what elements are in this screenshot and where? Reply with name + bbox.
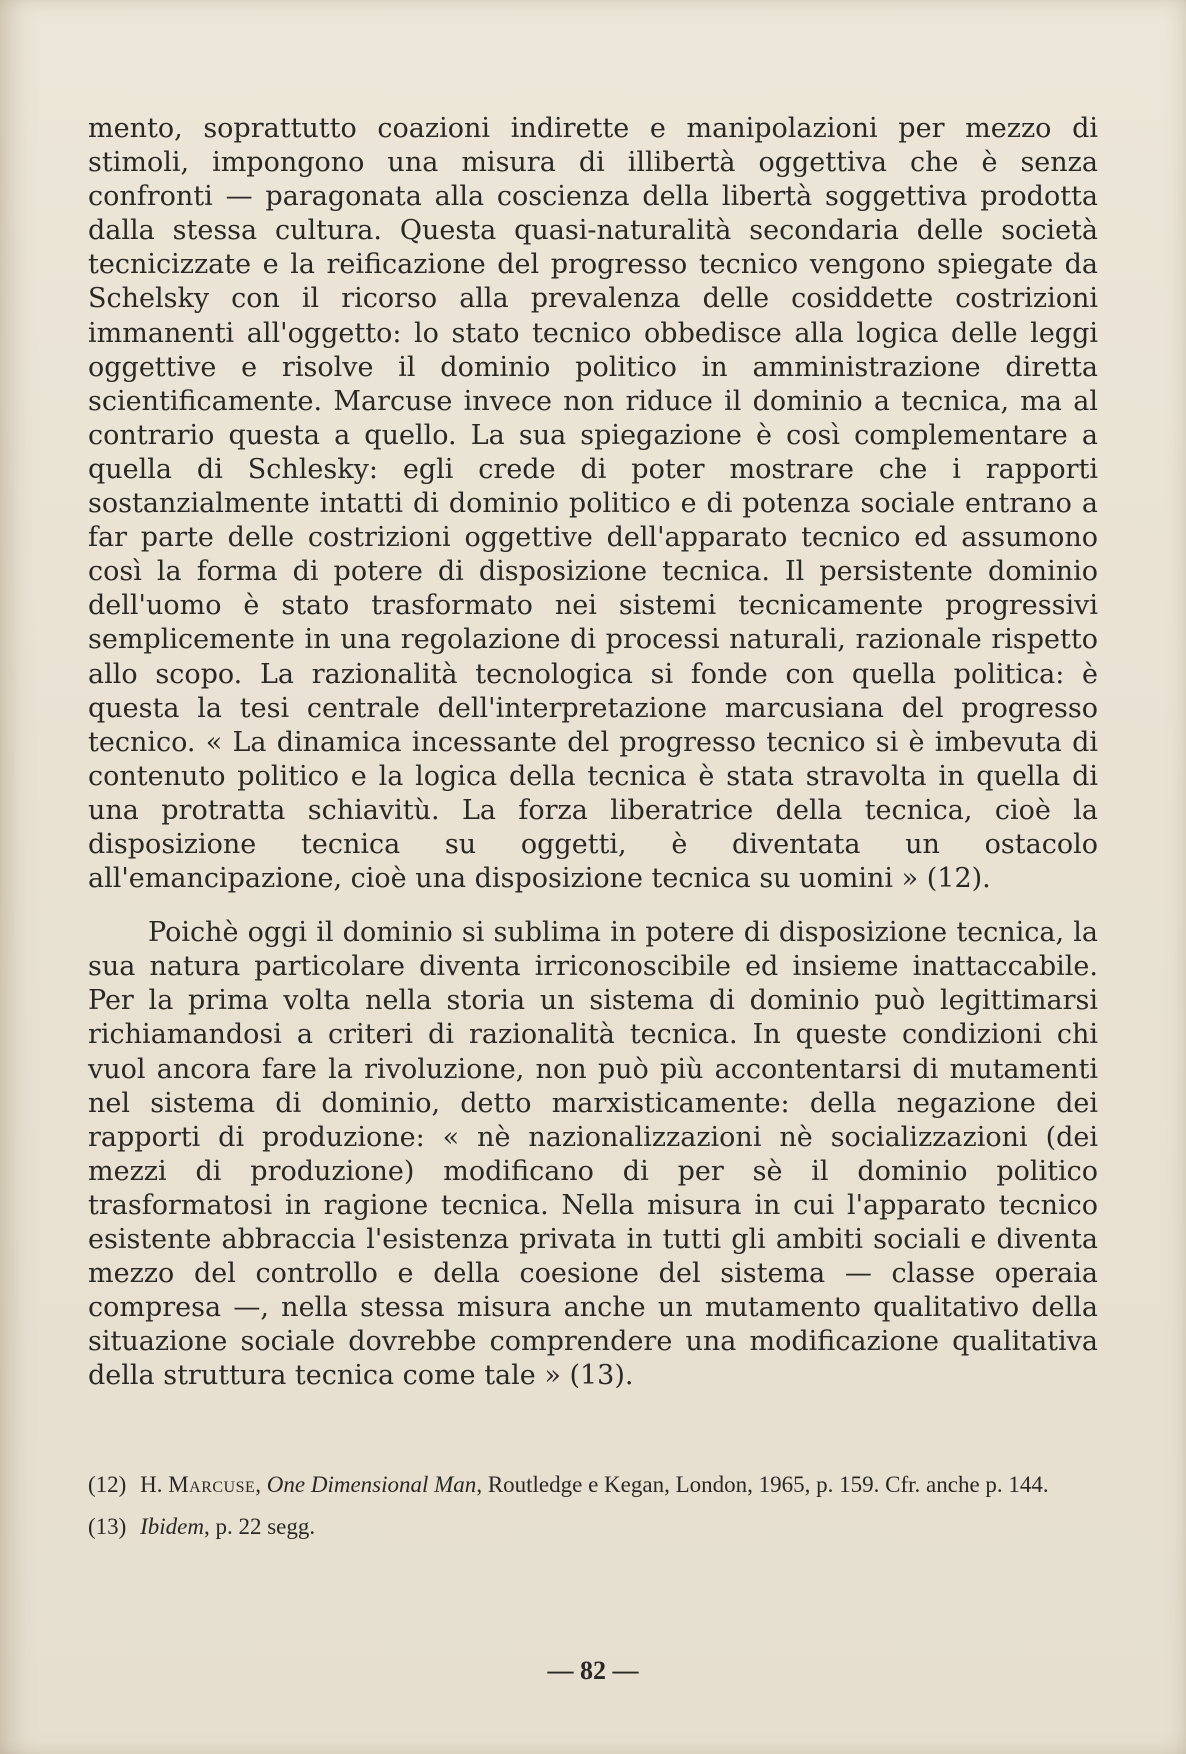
- footnote-citation: , p. 22 segg.: [203, 1514, 316, 1539]
- footnote-number: (12): [88, 1472, 127, 1497]
- footnote-author-initial: H.: [140, 1472, 163, 1497]
- footnote-number: (13): [88, 1514, 127, 1539]
- footnote-author: Marcuse: [168, 1472, 256, 1497]
- footnote-title: Ibidem: [140, 1514, 204, 1539]
- paragraph-1: mento, soprattutto coazioni indirette e manipolazioni per mezzo di stimoli, impongono una misura di illibertà oggettiva che è senza confronti — paragonata alla coscienza della libertà soggettiva prodotta dalla stessa cultura. Questa quasi-naturalità secondaria delle società tecnicizzate e la reificazione del progresso tecnico vengono spiegate da Schelsky con il ricorso alla prevalenza delle cosiddette costrizioni immanenti all'oggetto: lo stato tecnico obbedisce alla logica delle leggi oggettive e risolve il dominio politico in amministrazione diretta scientificamente. Marcuse invece non riduce il dominio a tecnica, ma al contrario questa a quello. La sua spiegazione è così complementare a quella di Schlesky: egli crede di poter mostrare che i rapporti sostanzialmente intatti di dominio politico e di potenza sociale entrano a far parte delle costrizioni oggettive dell'apparato tecnico ed assumono così la forma di potere di disposizione tecnica. Il persistente dominio dell'uomo è stato trasformato nei sistemi tecnicamente progressivi semplicemente in una regolazione di processi naturali, razionale rispetto allo scopo. La razionalità tecnologica si fonde con quella politica: è questa la tesi centrale dell'interpretazione marcusiana del progresso tecnico. « La dinamica incessante del progresso tecnico si è imbevuta di contenuto politico e la logica della tecnica è stata stravolta in quella di una protratta schiavitù. La forza liberatrice della tecnica, cioè la disposizione tecnica su oggetti, è diventata un ostacolo all'emancipazione, cioè una disposizione tecnica su uomini » (12).: [88, 113, 1098, 895]
- paragraph-2: Poichè oggi il dominio si sublima in potere di disposizione tecnica, la sua natura particolare diventa irriconoscibile ed insieme inattaccabile. Per la prima volta nella storia un sistema di dominio può legittimarsi richiamandosi a criteri di razionalità tecnica. In queste condizioni chi vuol ancora fare la rivoluzione, non può più accontentarsi di mutamenti nel sistema di dominio, detto marxisticamente: della negazione dei rapporti di produzione: « nè nazionalizzazioni nè socializzazioni (dei mezzi di produzione) modificano di per sè il dominio politico trasformatosi in ragione tecnica. Nella misura in cui l'apparato tecnico esistente abbraccia l'esistenza privata in tutti gli ambiti sociali e diventa mezzo del controllo e della coesione del sistema — classe operaia compresa —, nella stessa misura anche un mutamento qualitativo della situazione sociale dovrebbe comprendere una modificazione qualitativa della struttura tecnica come tale » (13).: [88, 917, 1098, 1392]
- footnote-citation: , Routledge e Kegan, London, 1965, p. 159. Cfr. anche p. 144.: [476, 1472, 1049, 1497]
- footnote-13: [88, 1512, 1098, 1542]
- footnotes: [88, 1470, 1098, 1554]
- page-number: — 82 —: [547, 1656, 639, 1685]
- footnote-12: (12) H. Marcuse, One Dimensional Man, Routledge e Kegan, London, 1965, p. 159. Cfr. anche p. 144.: [88, 1472, 1049, 1497]
- footnote-title: One Dimensional Man: [266, 1472, 477, 1497]
- body-text: [88, 112, 1098, 1393]
